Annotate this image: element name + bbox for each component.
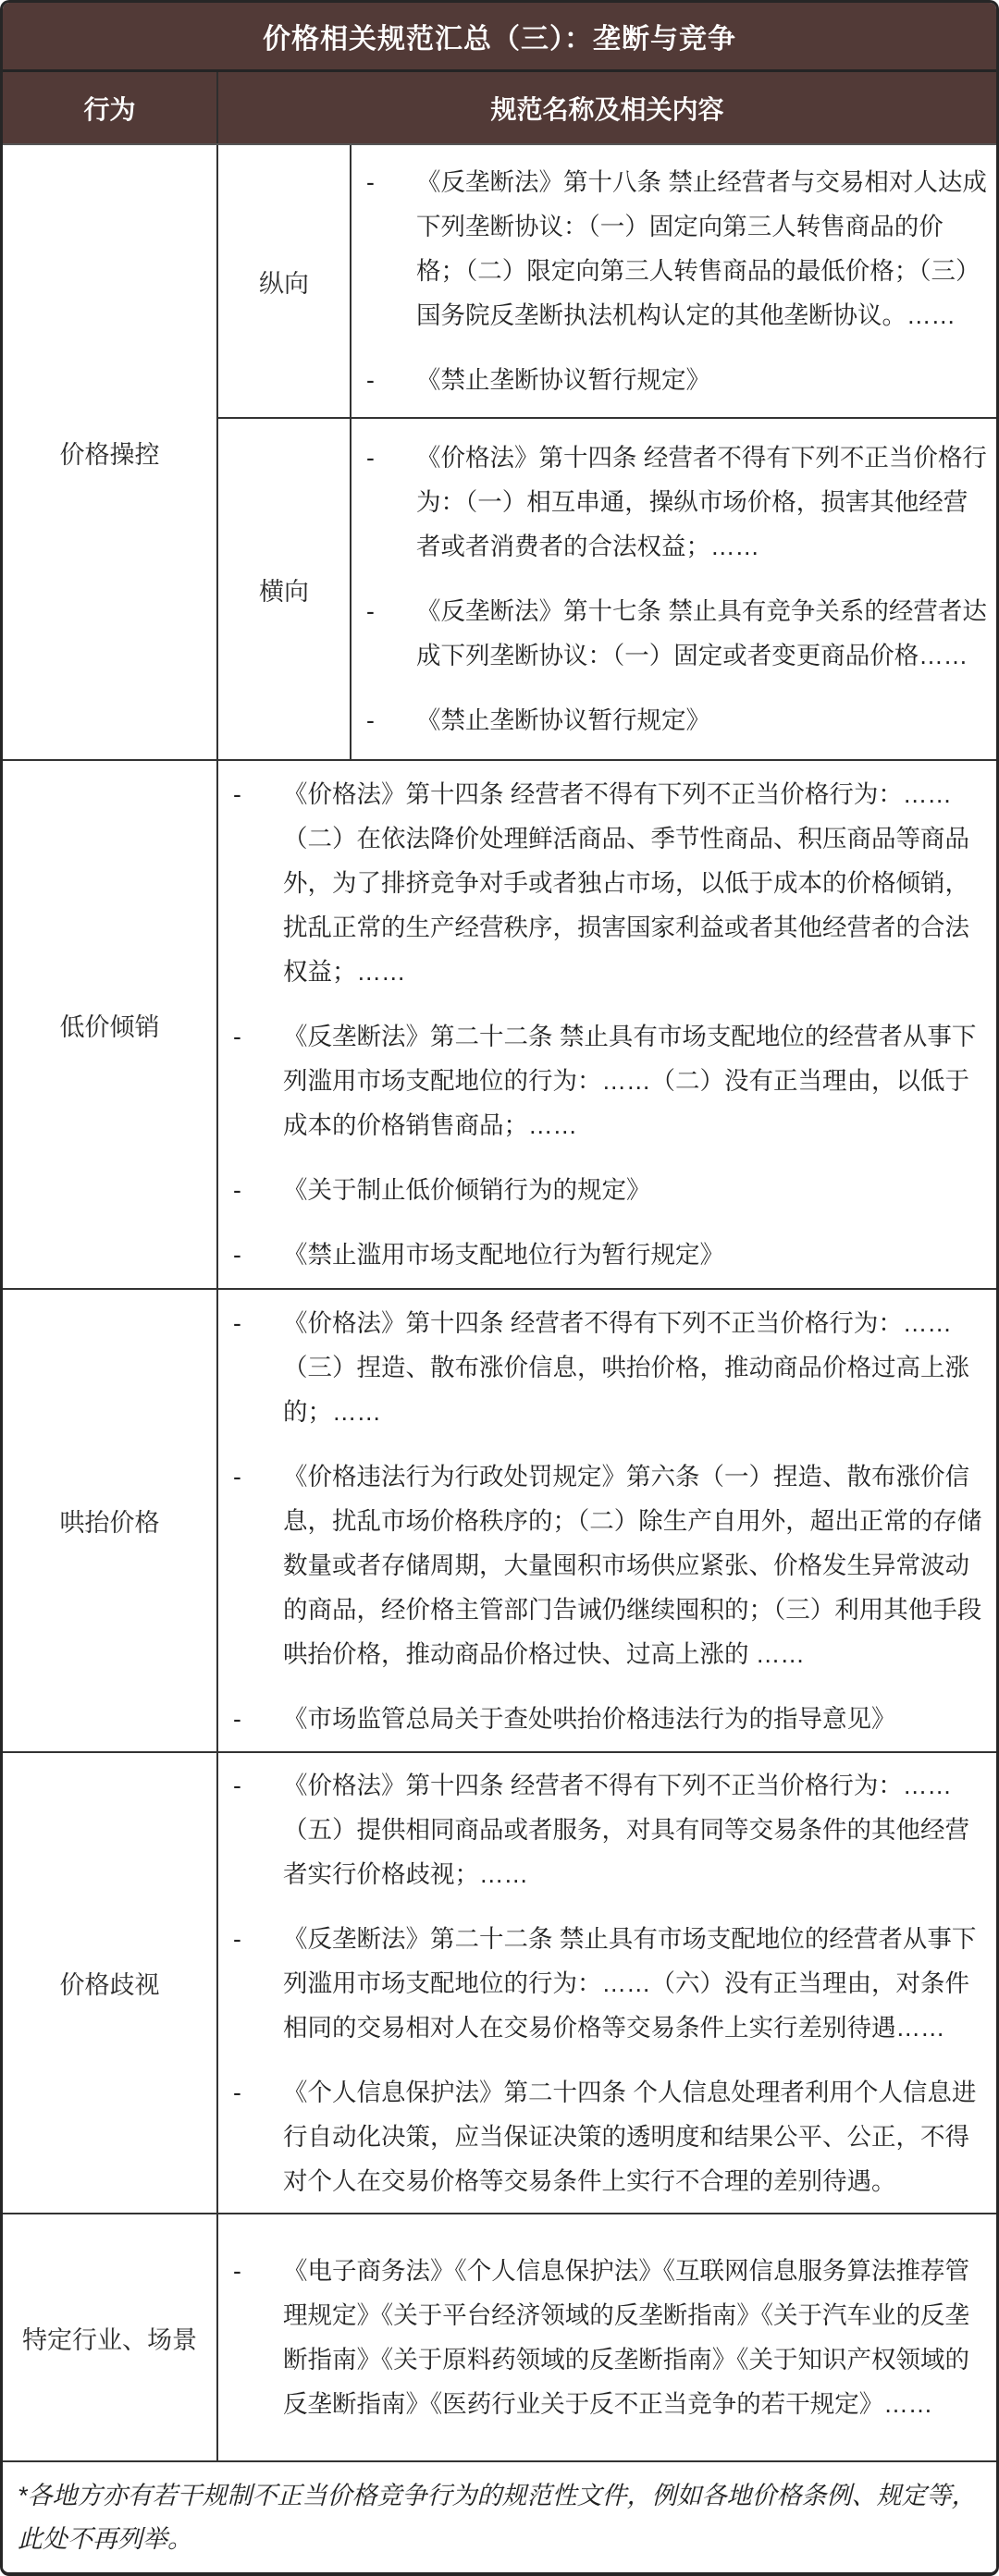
table-header-row — [3, 72, 996, 145]
list-item — [218, 1763, 987, 1896]
bullet-dash: - — [233, 1462, 241, 1490]
bullet-dash: - — [366, 706, 375, 734]
bullet-dash: - — [366, 444, 375, 472]
table-title: 价格相关规范汇总（三）：垄断与竞争 — [3, 3, 996, 72]
list-item-text: 《价格法》第十四条 经营者不得有下列不正当价格行为：……（三）捏造、散布涨价信息，哄抬价格，推动商品价格过高上涨的；…… — [283, 1308, 969, 1426]
footnote-row — [3, 2462, 996, 2572]
content-cell — [218, 2214, 996, 2460]
list-item-text: 《反垄断法》第二十二条 禁止具有市场支配地位的经营者从事下列滥用市场支配地位的行为：……（二）没有正当理由，以低于成本的价格销售商品；…… — [283, 1023, 977, 1139]
content-cell — [218, 1290, 996, 1751]
list-item — [218, 1917, 987, 2050]
behavior-cell: 低价倾销 — [3, 761, 218, 1288]
regulation-list — [352, 435, 987, 742]
bullet-dash: - — [233, 1771, 241, 1799]
list-item — [352, 160, 987, 337]
list-item-text: 《禁止滥用市场支配地位行为暂行规定》 — [283, 1241, 724, 1269]
subrow-horizontal — [218, 419, 996, 759]
bullet-dash: - — [233, 1241, 241, 1269]
list-item — [352, 358, 987, 402]
list-item — [218, 1233, 987, 1277]
list-item-text: 《价格法》第十四条 经营者不得有下列不正当价格行为：……（二）在依法降价处理鲜活商品、季节性商品、积压商品等商品外，为了排挤竞争对手或者独占市场，以低于成本的价格倾销，扰乱正常的生产经营秩序，损害国家利益或者其他经营者的合法权益；…… — [283, 780, 969, 986]
list-item-text: 《反垄断法》第二十二条 禁止具有市场支配地位的经营者从事下列滥用市场支配地位的行为：……（六）没有正当理由，对条件相同的交易相对人在交易价格等交易条件上实行差别待遇…… — [283, 1924, 977, 2042]
bullet-dash: - — [233, 1023, 241, 1050]
list-item — [218, 1014, 987, 1147]
list-item-text: 《禁止垄断协议暂行规定》 — [416, 706, 710, 734]
bullet-dash: - — [233, 2078, 241, 2106]
bullet-dash: - — [233, 780, 241, 808]
behavior-cell: 价格歧视 — [3, 1753, 218, 2213]
bullet-dash: - — [233, 1308, 241, 1337]
bullet-dash: - — [233, 1704, 241, 1733]
list-item-text: 《反垄断法》第十七条 禁止具有竞争关系的经营者达成下列垄断协议：（一）固定或者变更商品价格…… — [416, 597, 987, 669]
list-item — [218, 1168, 987, 1212]
regulation-list — [218, 1763, 987, 2203]
table-row-price-discrimination — [3, 1753, 996, 2214]
bullet-dash: - — [366, 366, 375, 394]
content-cell — [218, 1753, 996, 2213]
bullet-dash: - — [366, 168, 375, 196]
content-cell — [352, 145, 996, 417]
table-row-price-manipulation — [3, 145, 996, 761]
subrow-vertical — [218, 145, 996, 419]
list-item — [218, 1697, 987, 1741]
bullet-dash: - — [233, 2257, 241, 2285]
regulation-list — [218, 1301, 987, 1741]
list-item — [218, 1301, 987, 1434]
list-item-text: 《市场监管总局关于查处哄抬价格违法行为的指导意见》 — [283, 1704, 896, 1733]
list-item — [218, 2070, 987, 2203]
subrow-label: 纵向 — [218, 145, 352, 417]
bullet-dash: - — [366, 597, 375, 625]
table-row-below-cost-dumping — [3, 761, 996, 1290]
list-item — [218, 2249, 987, 2426]
regulation-list — [352, 160, 987, 402]
list-item — [352, 589, 987, 678]
regulation-list — [218, 772, 987, 1277]
list-item — [352, 698, 987, 742]
subrow-label: 横向 — [218, 419, 352, 759]
regulation-list — [218, 2249, 987, 2426]
list-item-text: 《个人信息保护法》第二十四条 个人信息处理者利用个人信息进行自动化决策，应当保证决策的透明度和结果公平、公正，不得对个人在交易价格等交易条件上实行不合理的差别待遇。 — [283, 2078, 977, 2195]
subrows-container — [218, 145, 996, 759]
list-item-text: 《价格法》第十四条 经营者不得有下列不正当价格行为：……（五）提供相同商品或者服务，对具有同等交易条件的其他经营者实行价格歧视；…… — [283, 1771, 969, 1888]
table-row-specific-industries — [3, 2214, 996, 2462]
list-item — [218, 772, 987, 994]
list-item-text: 《关于制止低价倾销行为的规定》 — [283, 1176, 651, 1204]
content-cell — [352, 419, 996, 759]
bullet-dash: - — [233, 1176, 241, 1204]
bullet-dash: - — [233, 1924, 241, 1953]
behavior-cell: 价格操控 — [3, 145, 218, 759]
column-header-content: 规范名称及相关内容 — [490, 94, 724, 124]
list-item-text: 《价格法》第十四条 经营者不得有下列不正当价格行为：（一）相互串通，操纵市场价格，损害其他经营者或者消费者的合法权益；…… — [416, 444, 987, 560]
list-item-text: 《价格违法行为行政处罚规定》第六条（一）捏造、散布涨价信息，扰乱市场价格秩序的；（二）除生产自用外，超出正常的存储数量或者存储周期，大量囤积市场供应紧张、价格发生异常波动的商品，经价格主管部门告诫仍继续囤积的；（三）利用其他手段哄抬价格，推动商品价格过快、过高上涨的 …… — [283, 1462, 982, 1668]
list-item-text: 《禁止垄断协议暂行规定》 — [416, 366, 710, 394]
table-row-price-gouging — [3, 1290, 996, 1753]
list-item-text: 《电子商务法》《个人信息保护法》《互联网信息服务算法推荐管理规定》《关于平台经济领域的反垄断指南》《关于汽车业的反垄断指南》《关于原料药领域的反垄断指南》《关于知识产权领域的反垄断指南》《医药行业关于反不正当竞争的若干规定》…… — [283, 2257, 969, 2418]
behavior-cell: 哄抬价格 — [3, 1290, 218, 1751]
list-item-text: 《反垄断法》第十八条 禁止经营者与交易相对人达成下列垄断协议：（一）固定向第三人转售商品的价格；（二）限定向第三人转售商品的最低价格；（三）国务院反垄断执法机构认定的其他垄断协议。…… — [416, 168, 987, 329]
footnote-text: *各地方亦有若干规制不正当价格竞争行为的规范性文件，例如各地价格条例、规定等，此处不再列举。 — [18, 2481, 977, 2553]
list-item — [352, 435, 987, 569]
column-header-behavior: 行为 — [3, 72, 218, 143]
content-cell — [218, 761, 996, 1288]
behavior-cell: 特定行业、场景 — [3, 2214, 218, 2460]
list-item — [218, 1454, 987, 1676]
